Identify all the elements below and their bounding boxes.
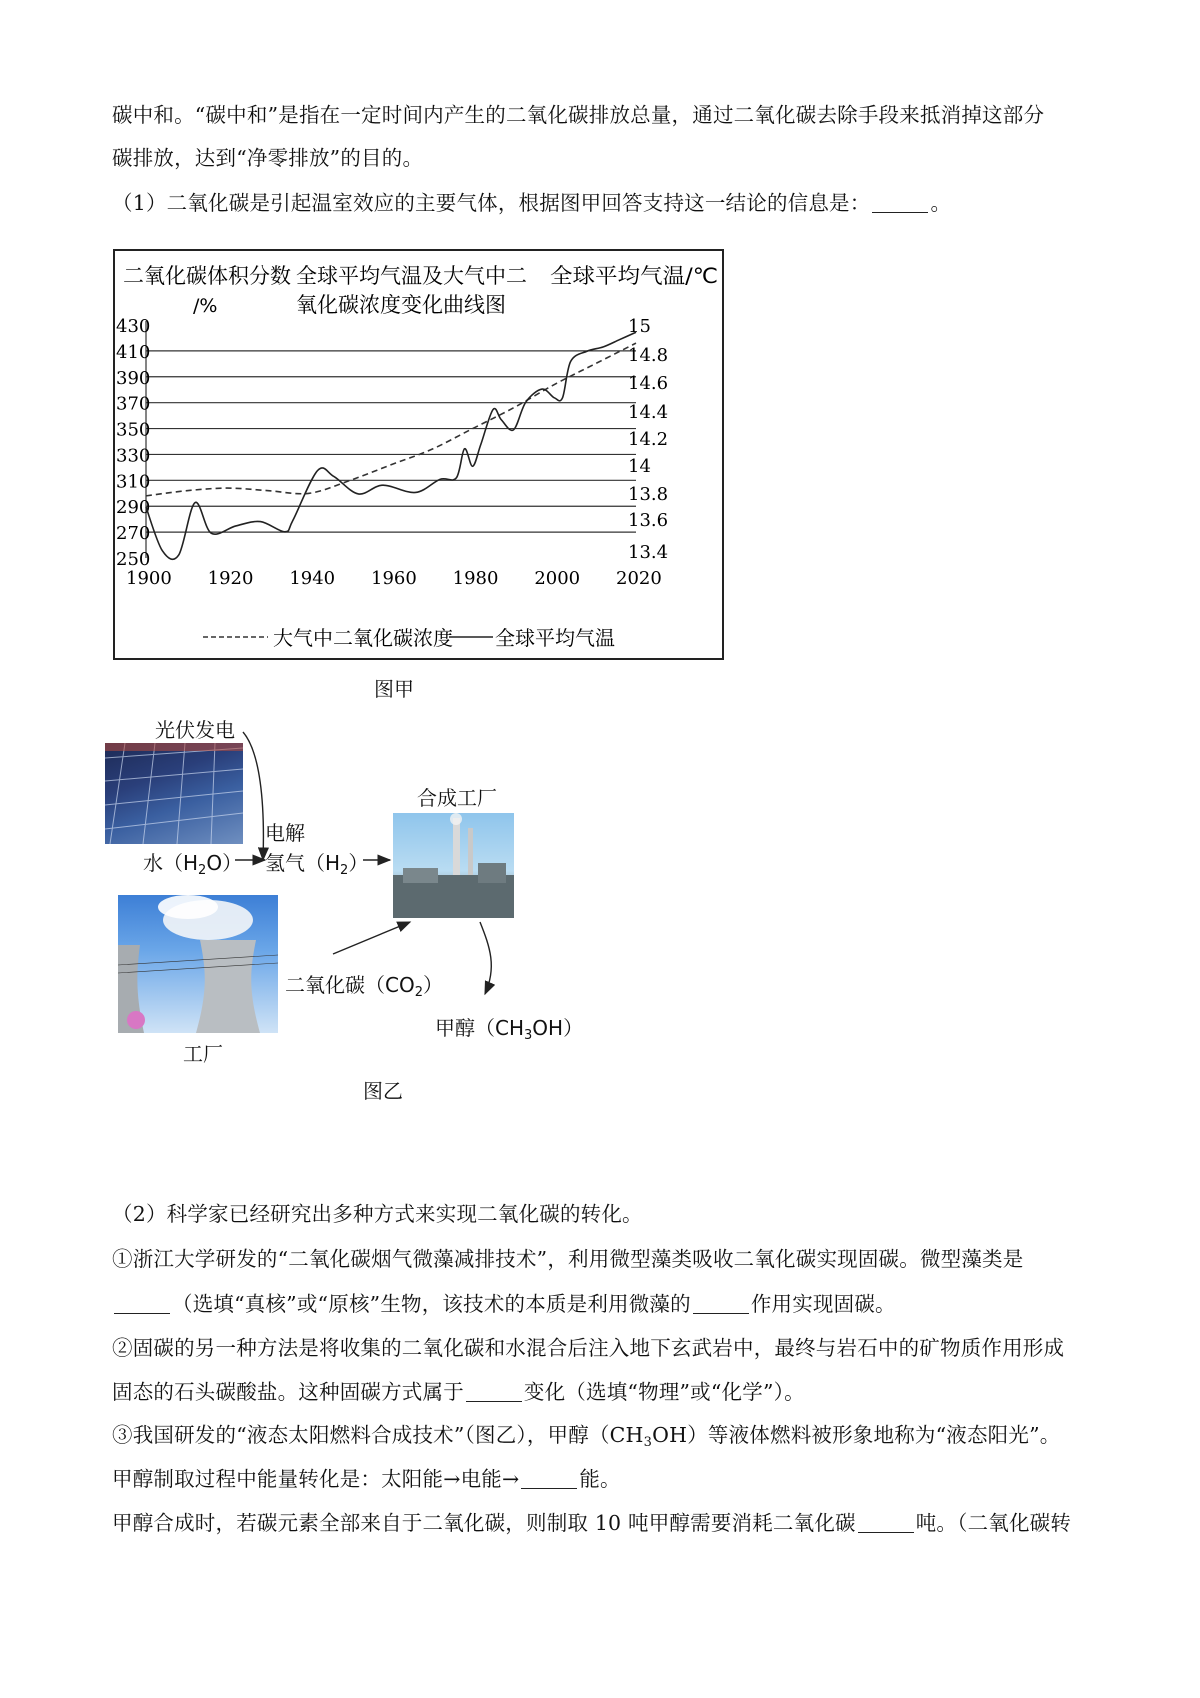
water-label: 水$(H_2O)$ bbox=[143, 851, 243, 878]
intro-line-2: 碳排放，达到“净零排放”的目的。 bbox=[112, 146, 424, 170]
legend-temperature-label: 全球平均气温 bbox=[495, 626, 615, 650]
answer-blank-4[interactable] bbox=[466, 1383, 522, 1402]
x-tick-label: 1980 bbox=[452, 568, 499, 589]
answer-blank-2[interactable] bbox=[114, 1295, 170, 1314]
question-2-2-line-1: ②固碳的另一种方法是将收集的二氧化碳和水混合后注入地下玄武岩中，最终与岩石中的矿物质作用形成 bbox=[112, 1336, 1065, 1360]
synthesis-factory-label: 合成工厂 bbox=[417, 786, 497, 810]
left-tick-label: 430 bbox=[116, 316, 151, 337]
co2-label: 二氧化碳$(CO_2)$ bbox=[285, 973, 443, 1000]
co2-to-factory-arrow bbox=[333, 922, 410, 954]
answer-blank-5[interactable] bbox=[521, 1470, 577, 1489]
intro-line-1: 碳中和。“碳中和”是指在一定时间内产生的二氧化碳排放总量，通过二氧化碳去除手段来抵消掉这部分 bbox=[112, 103, 1045, 127]
hydrogen-label: 氢气$(H_2)$ bbox=[265, 851, 369, 878]
figure-a-caption: 图甲 bbox=[374, 677, 414, 701]
left-tick-label: 390 bbox=[116, 367, 151, 389]
x-tick-label: 1940 bbox=[289, 568, 336, 589]
answer-blank-3[interactable] bbox=[693, 1295, 749, 1314]
methanol-label: 甲醇$(CH_3OH)$ bbox=[435, 1016, 584, 1043]
right-tick-label: 13.4 bbox=[628, 542, 669, 563]
chart-svg bbox=[113, 249, 724, 660]
left-tick-label: 370 bbox=[116, 393, 151, 415]
question-2-2-line-2: 固态的石头碳酸盐。这种固碳方式属于 变化（选填“物理”或“化学”）。 bbox=[112, 1380, 805, 1404]
factory-silhouette bbox=[393, 813, 514, 918]
question-2-3-line-1: ③我国研发的“液态太阳燃料合成技术”（图乙），甲醇$(CH_3OH)$等液体燃料被形象地称为“液态阳光”。 bbox=[112, 1423, 1061, 1450]
electrolysis-label: 电解 bbox=[265, 821, 305, 845]
question-2-3-line-2: 甲醇制取过程中能量转化是：太阳能→电能→ 能。 bbox=[112, 1467, 621, 1491]
x-tick-label: 1920 bbox=[207, 568, 254, 589]
x-tick-label: 2000 bbox=[534, 568, 581, 589]
legend-co2-label: 大气中二氧化碳浓度 bbox=[273, 626, 453, 650]
right-tick-label: 14 bbox=[628, 456, 651, 477]
cooling-tower-silhouette bbox=[118, 895, 278, 1033]
pv-label: 光伏发电 bbox=[155, 718, 235, 742]
right-tick-label: 14.6 bbox=[628, 373, 669, 394]
figure-b-caption: 图乙 bbox=[363, 1079, 403, 1103]
question-2-1-line-2: （选填“真核”或“原核”生物，该技术的本质是利用微藻的 作用实现固碳。 bbox=[112, 1287, 896, 1317]
left-tick-label: 250 bbox=[116, 549, 151, 570]
question-2-intro: （2）科学家已经研究出多种方式来实现二氧化碳的转化。 bbox=[112, 1202, 643, 1226]
figure-a-chart bbox=[113, 249, 724, 660]
x-tick-label: 2020 bbox=[616, 568, 662, 589]
left-tick-label: 330 bbox=[116, 445, 151, 467]
chart-title-line-1: 全球平均气温及大气中二 bbox=[296, 264, 527, 288]
left-tick-label: 270 bbox=[116, 523, 151, 545]
right-tick-label: 14.2 bbox=[628, 429, 669, 450]
question-1: （1）二氧化碳是引起温室效应的主要气体，根据图甲回答支持这一结论的信息是： 。 bbox=[112, 191, 952, 215]
synthesis-factory-photo bbox=[393, 813, 514, 918]
right-tick-label: 14.4 bbox=[628, 402, 669, 423]
left-axis-title: 二氧化碳体积分数 bbox=[123, 264, 291, 288]
x-tick-label: 1900 bbox=[126, 568, 172, 589]
right-axis-title: 全球平均气温/℃ bbox=[550, 264, 718, 288]
power-plant-photo bbox=[118, 895, 278, 1033]
left-tick-label: 290 bbox=[116, 497, 151, 519]
x-tick-label: 1960 bbox=[371, 568, 417, 589]
factory-to-methanol-arrow bbox=[480, 922, 491, 994]
right-tick-label: 15 bbox=[628, 316, 651, 337]
left-tick-label: 410 bbox=[116, 341, 151, 363]
left-axis-unit: /% bbox=[193, 295, 218, 317]
factory-label: 工厂 bbox=[183, 1042, 223, 1066]
right-tick-label: 13.6 bbox=[628, 510, 669, 531]
right-tick-label: 13.8 bbox=[628, 484, 669, 505]
answer-blank-1[interactable] bbox=[872, 194, 928, 213]
pv-to-electrolysis-arrow bbox=[243, 732, 263, 860]
answer-blank-6[interactable] bbox=[858, 1514, 914, 1533]
question-2-3-line-3: 甲醇合成时，若碳元素全部来自于二氧化碳，则制取 10 吨甲醇需要消耗二氧化碳 吨。（二氧化碳转 bbox=[112, 1511, 1072, 1535]
right-tick-label: 14.8 bbox=[628, 345, 669, 366]
chart-title-line-2: 氧化碳浓度变化曲线图 bbox=[296, 293, 506, 317]
figure-b-diagram bbox=[105, 718, 645, 1182]
left-tick-label: 310 bbox=[116, 471, 151, 493]
question-2-1-line-1: ①浙江大学研发的“二氧化碳烟气微藻减排技术”，利用微型藻类吸收二氧化碳实现固碳。微型藻类是 bbox=[112, 1247, 1024, 1271]
left-tick-label: 350 bbox=[116, 419, 151, 441]
